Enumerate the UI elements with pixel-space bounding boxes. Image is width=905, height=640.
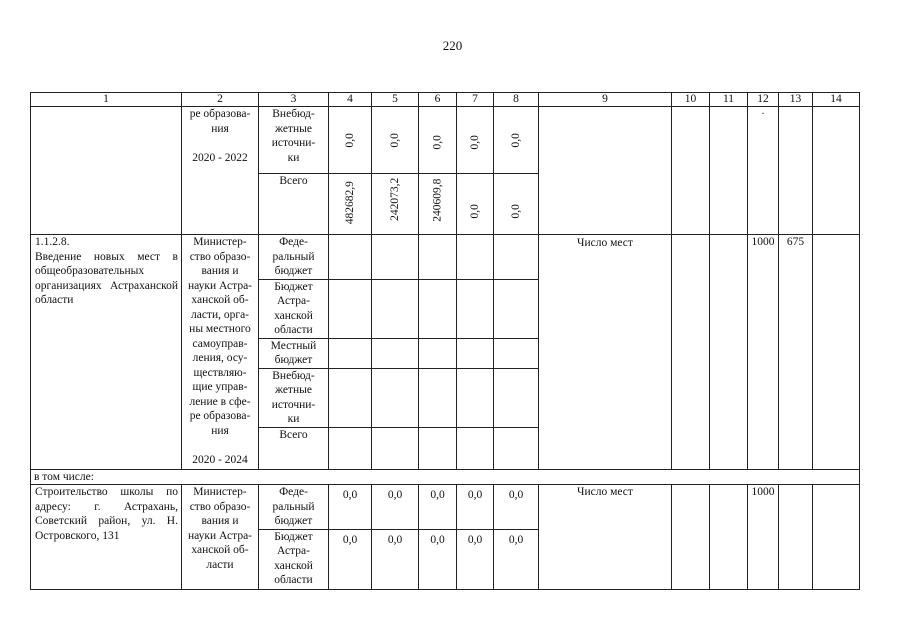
value-cell (419, 279, 457, 338)
table-row (31, 107, 860, 174)
value-cell: 0,0 (372, 485, 419, 530)
table-cell (779, 107, 813, 235)
measure-title: 1.1.2.8. Введение новых мест в общеобразовательных организациях Астраханской области (31, 235, 182, 470)
value-cell (372, 368, 419, 427)
table-row (31, 485, 860, 530)
table-cell (672, 107, 710, 235)
header-cell: 1 (31, 93, 182, 107)
source-cell: Внебюд- жетные источни- ки (259, 368, 329, 427)
target-value-cell: 675 (779, 235, 813, 470)
value-cell: 0,0 (419, 529, 457, 589)
table-row (31, 469, 860, 485)
value-cell (494, 427, 539, 469)
header-row (31, 93, 860, 107)
header-cell: 13 (779, 93, 813, 107)
value-cell (372, 279, 419, 338)
header-cell: 8 (494, 93, 539, 107)
value-cell: 0,0 (494, 529, 539, 589)
value-cell (419, 368, 457, 427)
program-table (30, 92, 860, 590)
value-cell: 0,0 (494, 485, 539, 530)
value-cell (419, 235, 457, 280)
table-cell (779, 485, 813, 590)
value-cell: 0,0 (457, 529, 494, 589)
target-value-cell: 1000 (748, 235, 779, 470)
source-cell: Всего (259, 427, 329, 469)
source-cell: Феде- ральный бюджет (259, 485, 329, 530)
value-cell (457, 279, 494, 338)
table-cell (813, 485, 860, 590)
value-cell: 0,0 (457, 174, 494, 235)
value-cell (457, 368, 494, 427)
value-cell (372, 338, 419, 368)
value-cell (329, 279, 372, 338)
header-cell: 10 (672, 93, 710, 107)
value-cell (329, 338, 372, 368)
table-cell (672, 235, 710, 470)
source-cell: Бюджет Астра- ханской области (259, 279, 329, 338)
value-cell (457, 338, 494, 368)
value-cell (372, 427, 419, 469)
source-cell: Бюджет Астра- ханской области (259, 529, 329, 589)
header-cell: 2 (182, 93, 259, 107)
page-number: 220 (442, 38, 463, 53)
table-cell (813, 107, 860, 235)
executor-cell: Министер- ство образо- вания и науки Астра- ханской об- ласти (182, 485, 259, 590)
value-cell: 0,0 (457, 107, 494, 174)
table-cell (672, 485, 710, 590)
value-cell: 0,0 (329, 529, 372, 589)
value-cell (329, 427, 372, 469)
table-cell (710, 107, 748, 235)
header-cell: 7 (457, 93, 494, 107)
value-cell: 0,0 (419, 485, 457, 530)
value-cell: 0,0 (494, 174, 539, 235)
value-cell: 0,0 (329, 107, 372, 174)
value-cell (419, 427, 457, 469)
target-value-cell: 1000 (748, 485, 779, 590)
header-cell: 5 (372, 93, 419, 107)
value-cell (457, 235, 494, 280)
value-cell (494, 279, 539, 338)
header-cell: 12 (748, 93, 779, 107)
header-cell: 4 (329, 93, 372, 107)
subheader: в том числе: (31, 469, 860, 485)
table-row (31, 235, 860, 280)
table-cell (539, 107, 672, 235)
header-cell: 14 (813, 93, 860, 107)
measure-title: Строительство школы по адресу: г. Астрахань, Советский район, ул. Н. Островского, 131 (31, 485, 182, 590)
value-cell: 0,0 (372, 529, 419, 589)
header-cell: 3 (259, 93, 329, 107)
header-cell: 9 (539, 93, 672, 107)
value-cell (494, 235, 539, 280)
indicator-cell: Число мест (539, 485, 672, 590)
value-cell (419, 338, 457, 368)
table-cell (813, 235, 860, 470)
value-cell: 240609,8 (419, 174, 457, 235)
value-cell (494, 338, 539, 368)
table-cell (710, 235, 748, 470)
value-cell: 0,0 (329, 485, 372, 530)
table-cell (31, 107, 182, 235)
value-cell: 242073,2 (372, 174, 419, 235)
table-cell (710, 485, 748, 590)
value-cell (372, 235, 419, 280)
value-cell (457, 427, 494, 469)
value-cell (494, 368, 539, 427)
table-cell: · (748, 107, 779, 235)
header-cell: 6 (419, 93, 457, 107)
source-cell: Внебюд- жетные источни- ки (259, 107, 329, 174)
value-cell: 0,0 (494, 107, 539, 174)
source-cell: Феде- ральный бюджет (259, 235, 329, 280)
value-cell: 482682,9 (329, 174, 372, 235)
executor-cell: ре образова- ния 2020 - 2022 (182, 107, 259, 235)
source-cell: Местный бюджет (259, 338, 329, 368)
value-cell (329, 235, 372, 280)
executor-cell: Министер- ство образо- вания и науки Астра- ханской об- ласти, орга- ны местного самоуправ- ления, осу- ществляю- щие управ- ление в сфе- ре образова- ния 2020 - 2024 (182, 235, 259, 470)
header-cell: 11 (710, 93, 748, 107)
value-cell: 0,0 (457, 485, 494, 530)
value-cell: 0,0 (419, 107, 457, 174)
value-cell (329, 368, 372, 427)
value-cell: 0,0 (372, 107, 419, 174)
indicator-cell: Число мест (539, 235, 672, 470)
source-cell: Всего (259, 174, 329, 235)
